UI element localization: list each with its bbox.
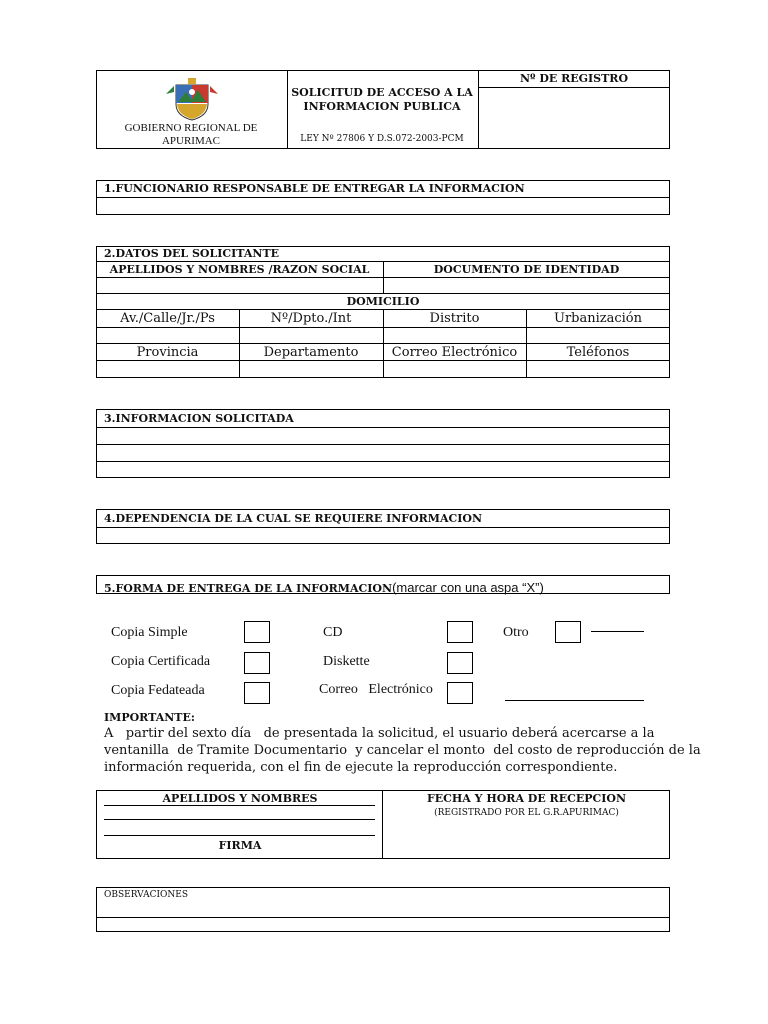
otro-specify-line[interactable]: [591, 631, 644, 632]
cd-label: CD: [323, 625, 343, 640]
province-label: Provincia: [136, 345, 199, 360]
important-label: IMPORTANTE:: [104, 711, 195, 724]
reception-note: (REGISTRADO POR EL G.R.APURIMAC): [434, 808, 619, 818]
addr-urbanization-label: Urbanización: [553, 311, 642, 326]
addr-street-label: Av./Calle/Jr./Ps: [120, 311, 215, 326]
law-reference: LEY Nº 27806 Y D.S.072-2003-PCM: [300, 134, 464, 144]
section-2-title: 2.DATOS DEL SOLICITANTE: [104, 247, 280, 260]
correo-electronico-checkbox[interactable]: [447, 682, 473, 704]
section-3-title: 3.INFORMACION SOLICITADA: [104, 412, 294, 425]
section-1-title: 1.FUNCIONARIO RESPONSABLE DE ENTREGAR LA INFORMACION: [104, 182, 525, 195]
names-label: APELLIDOS Y NOMBRES: [162, 792, 318, 805]
email-label: Correo Electrónico: [391, 345, 518, 360]
correo-electronico-label: Correo Electrónico: [319, 682, 433, 697]
reception-date-label: FECHA Y HORA DE RECEPCION: [426, 792, 627, 805]
section-4-title: 4.DEPENDENCIA DE LA CUAL SE REQUIERE INFORMACION: [104, 512, 483, 525]
name-field[interactable]: [97, 278, 382, 292]
department-field[interactable]: [240, 361, 382, 377]
copia-fedateada-label: Copia Fedateada: [111, 683, 205, 698]
department-label: Departamento: [263, 345, 359, 360]
regional-logo-icon: [164, 76, 220, 122]
important-line-3: información requerida, con el fin de ejecute la reproducción correspondiente.: [104, 760, 618, 775]
diskette-label: Diskette: [323, 654, 370, 669]
cd-checkbox[interactable]: [447, 621, 473, 643]
section-5-note: (marcar con una aspa “X”): [392, 580, 544, 595]
registro-field[interactable]: [479, 88, 669, 148]
addr-district-label: Distrito: [429, 311, 480, 326]
phones-field[interactable]: [527, 361, 669, 377]
urbanization-field[interactable]: [527, 328, 669, 342]
diskette-checkbox[interactable]: [447, 652, 473, 674]
copia-certificada-checkbox[interactable]: [244, 652, 270, 674]
names-line-2[interactable]: [104, 819, 375, 820]
document-field[interactable]: [384, 278, 669, 292]
col-doc-header: DOCUMENTO DE IDENTIDAD: [433, 263, 620, 276]
dependencia-field[interactable]: [97, 528, 669, 543]
correo-specify-line[interactable]: [505, 700, 644, 701]
signature-line[interactable]: [104, 835, 375, 836]
street-field[interactable]: [97, 328, 238, 342]
important-line-2: ventanilla de Tramite Documentario y cancelar el monto del costo de reproducción de la: [104, 743, 701, 758]
info-line-2[interactable]: [97, 445, 669, 460]
info-line-3[interactable]: [97, 462, 669, 477]
email-field[interactable]: [384, 361, 525, 377]
info-line-1[interactable]: [97, 428, 669, 443]
addr-number-label: Nº/Dpto./Int: [270, 311, 352, 326]
funcionario-field[interactable]: [97, 198, 669, 214]
names-line-1[interactable]: [104, 805, 375, 806]
observaciones-field[interactable]: [97, 902, 669, 931]
firma-label: FIRMA: [218, 839, 262, 852]
otro-label: Otro: [503, 625, 529, 640]
org-name: GOBIERNO REGIONAL DE APURIMAC: [124, 122, 258, 147]
number-field[interactable]: [240, 328, 382, 342]
district-field[interactable]: [384, 328, 525, 342]
observaciones-label: OBSERVACIONES: [104, 890, 189, 900]
copia-certificada-label: Copia Certificada: [111, 654, 211, 669]
copia-fedateada-checkbox[interactable]: [244, 682, 270, 704]
important-line-1: A partir del sexto día de presentada la solicitud, el usuario deberá acercarse a la: [104, 726, 655, 741]
domicilio-header: DOMICILIO: [346, 295, 420, 308]
otro-checkbox[interactable]: [555, 621, 581, 643]
copia-simple-checkbox[interactable]: [244, 621, 270, 643]
province-field[interactable]: [97, 361, 238, 377]
section-5-title: 5.FORMA DE ENTREGA DE LA INFORMACION: [104, 582, 393, 595]
form-title: SOLICITUD DE ACCESO A LA INFORMACION PUBLICA: [291, 86, 473, 113]
col-name-header: APELLIDOS Y NOMBRES /RAZON SOCIAL: [109, 263, 370, 276]
phones-label: Teléfonos: [566, 345, 630, 360]
copia-simple-label: Copia Simple: [111, 625, 188, 640]
registro-label: Nº DE REGISTRO: [519, 72, 629, 85]
